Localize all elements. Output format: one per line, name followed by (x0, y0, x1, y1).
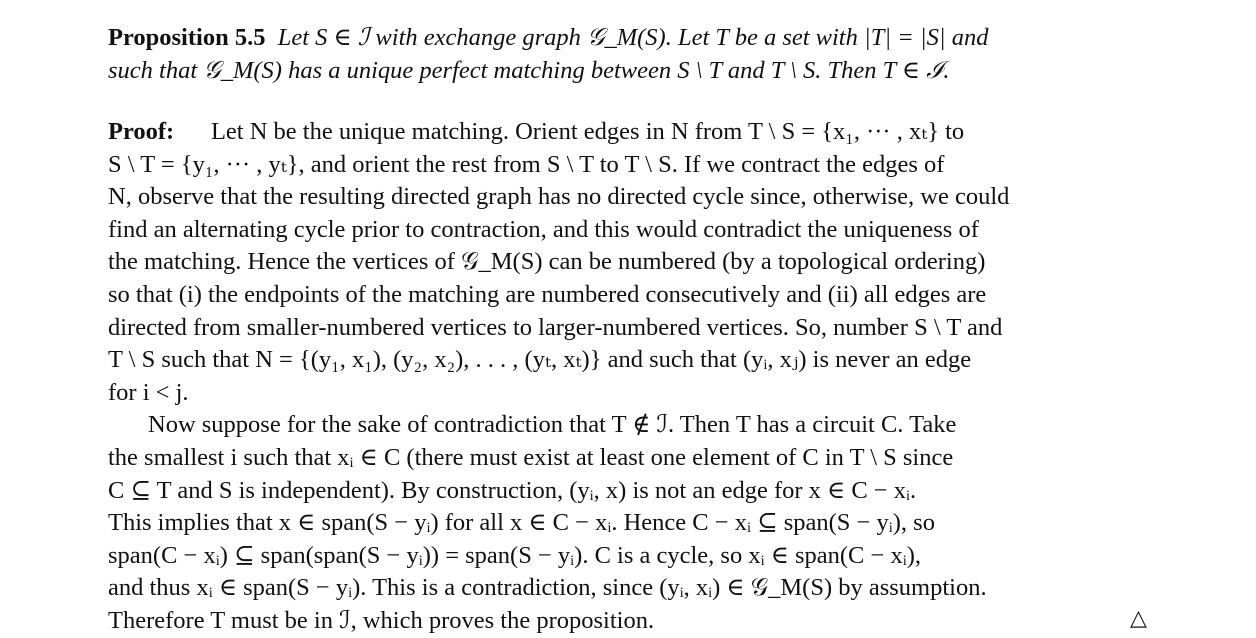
proof-p2-line-6: and thus xᵢ ∈ span(S − yᵢ). This is a contradiction, since (yᵢ, xᵢ) ∈ 𝒢_M(S) by assumption. (108, 574, 987, 602)
proposition-heading: Proposition 5.5 (108, 24, 266, 51)
proof-p2-line-5: span(C − xᵢ) ⊆ span(span(S − yᵢ)) = span(S − yᵢ). C is a cycle, so xᵢ ∈ span(C − xᵢ), (108, 541, 921, 569)
proof-p1-line-5: the matching. Hence the vertices of 𝒢_M(S) can be numbered (by a topological ordering) (108, 248, 986, 276)
proof-p1-line-8: T \ S such that N = {(y₁, x₁), (y₂, x₂), . . . , (yₜ, xₜ)} and such that (yᵢ, xⱼ) is never an edge (108, 346, 972, 374)
proposition-line-2: such that 𝒢_M(S) has a unique perfect matching between S \ T and T \ S. Then T ∈ ℐ. (108, 56, 950, 84)
qed-symbol: △ (1130, 606, 1147, 631)
proof-p2-line-2: the smallest i such that xᵢ ∈ C (there must exist at least one element of C in T \ S since (108, 443, 954, 471)
proof-p1-line-7: directed from smaller-numbered vertices to larger-numbered vertices. So, number S \ T and (108, 313, 1003, 341)
proof-heading: Proof: (108, 118, 175, 145)
proof-block (108, 116, 1163, 638)
proof-p1-line-3: N, observe that the resulting directed graph has no directed cycle since, otherwise, we could (108, 183, 1010, 211)
proof-p1-line-4: find an alternating cycle prior to contraction, and this would contradict the uniqueness of (108, 215, 979, 243)
proof-p2-line-3: C ⊆ T and S is independent). By construction, (yᵢ, x) is not an edge for x ∈ C − xᵢ. (108, 476, 917, 504)
proof-p2-line-1: Now suppose for the sake of contradiction that T ∉ ℐ. Then T has a circuit C. Take (148, 411, 957, 439)
proof-p1-line-9: for i < j. (108, 378, 189, 406)
proof-p1-line-2: S \ T = {y₁, ··· , yₜ}, and orient the rest from S \ T to T \ S. If we contract the edges of (108, 150, 945, 178)
proof-p2-line-4: This implies that x ∈ span(S − yᵢ) for all x ∈ C − xᵢ. Hence C − xᵢ ⊆ span(S − yᵢ), so (108, 509, 935, 537)
proof-p1-line-1: Let N be the unique matching. Orient edges in N from T \ S = {x₁, ··· , xₜ} to (210, 118, 965, 145)
proof-p2-line-7: Therefore T must be in ℐ, which proves the proposition. (108, 606, 655, 634)
proof-p1-line-6: so that (i) the endpoints of the matching are numbered consecutively and (ii) all edges are (108, 280, 987, 308)
proposition-block (108, 22, 1163, 87)
proposition-line-1: Let S ∈ ℐ with exchange graph 𝒢_M(S). Let T be a set with |T| = |S| and (277, 24, 989, 51)
